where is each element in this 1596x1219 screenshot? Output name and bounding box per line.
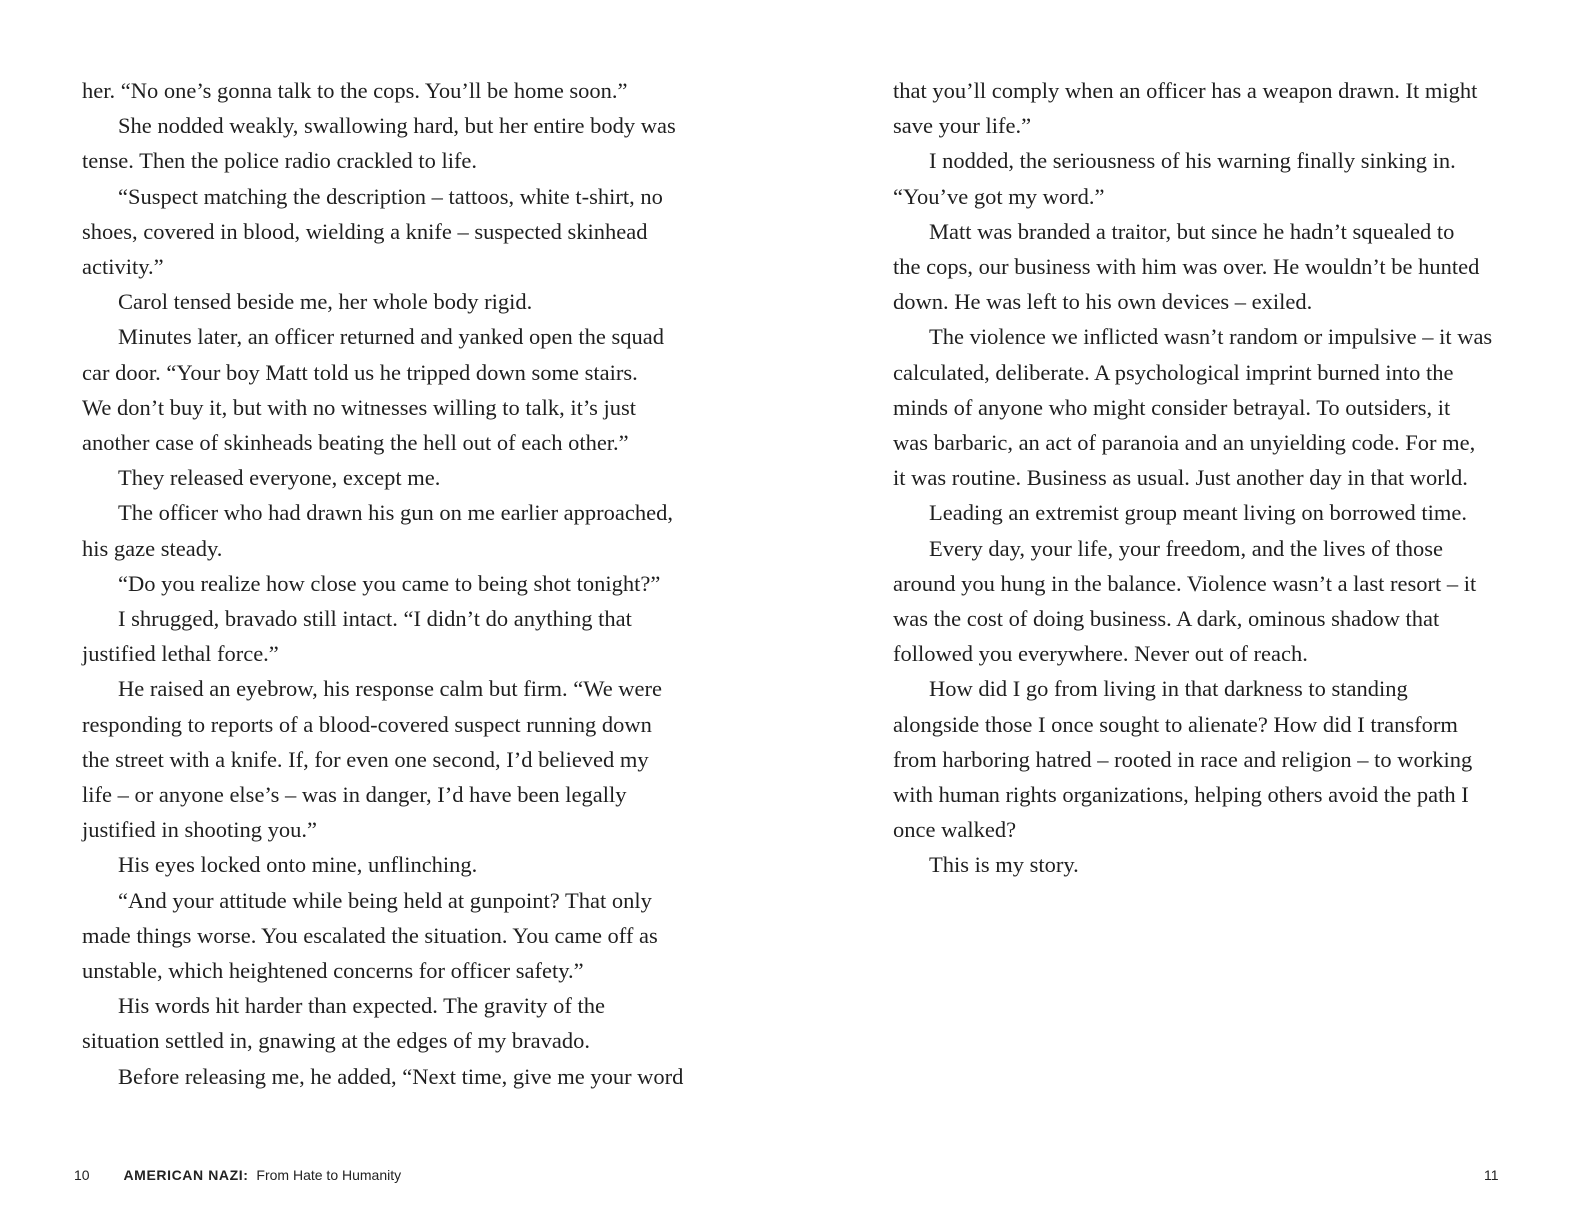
text-line: car door. “Your boy Matt told us he tripped down some stairs. bbox=[82, 359, 638, 385]
page-number: 10 bbox=[74, 1167, 90, 1183]
text-line: was the cost of doing business. A dark, ominous shadow that bbox=[893, 606, 1440, 632]
text-line: responding to reports of a blood-covered suspect running down bbox=[82, 711, 652, 737]
text-line: his gaze steady. bbox=[82, 535, 223, 561]
text-line: This is my story. bbox=[929, 852, 1079, 878]
text-line: The officer who had drawn his gun on me earlier approached, bbox=[118, 500, 673, 526]
right-page-footer bbox=[1484, 1167, 1499, 1183]
text-line: Minutes later, an officer returned and yanked open the squad bbox=[118, 324, 664, 350]
text-line: another case of skinheads beating the hell out of each other.” bbox=[82, 430, 629, 456]
text-line: The violence we inflicted wasn’t random or impulsive – it was bbox=[929, 324, 1493, 350]
text-line: Carol tensed beside me, her whole body rigid. bbox=[118, 289, 533, 315]
text-line: life – or anyone else’s – was in danger, I’d have been legally bbox=[82, 782, 627, 808]
text-line: made things worse. You escalated the situation. You came off as bbox=[82, 922, 658, 948]
text-line: How did I go from living in that darkness to standing bbox=[929, 676, 1408, 702]
page-number: 11 bbox=[1484, 1167, 1499, 1183]
text-line: I nodded, the seriousness of his warning finally sinking in. bbox=[929, 148, 1456, 174]
text-line: Leading an extremist group meant living on borrowed time. bbox=[929, 500, 1467, 526]
text-line: “And your attitude while being held at gunpoint? That only bbox=[118, 887, 652, 913]
left-page-footer bbox=[74, 1167, 401, 1183]
text-line: Before releasing me, he added, “Next time, give me your word bbox=[118, 1063, 684, 1089]
text-line: We don’t buy it, but with no witnesses willing to talk, it’s just bbox=[82, 394, 637, 420]
text-line: with human rights organizations, helping others avoid the path I bbox=[893, 782, 1469, 808]
text-line: from harboring hatred – rooted in race and religion – to working bbox=[893, 746, 1473, 772]
text-line: save your life.” bbox=[893, 113, 1032, 139]
text-line: They released everyone, except me. bbox=[118, 465, 441, 491]
text-line: once walked? bbox=[893, 817, 1017, 843]
text-line: tense. Then the police radio crackled to life. bbox=[82, 148, 478, 174]
text-line: justified lethal force.” bbox=[82, 641, 279, 667]
text-line: was barbaric, an act of paranoia and an unyielding code. For me, bbox=[893, 430, 1476, 456]
text-line: around you hung in the balance. Violence wasn’t a last resort – it bbox=[893, 570, 1477, 596]
text-line: Matt was branded a traitor, but since he hadn’t squealed to bbox=[929, 218, 1455, 244]
right-page-body bbox=[893, 73, 1513, 883]
text-line: I shrugged, bravado still intact. “I didn’t do anything that bbox=[118, 606, 632, 632]
text-line: Every day, your life, your freedom, and the lives of those bbox=[929, 535, 1444, 561]
text-line: calculated, deliberate. A psychological imprint burned into the bbox=[893, 359, 1454, 385]
right-page bbox=[798, 0, 1596, 1219]
text-line: “You’ve got my word.” bbox=[893, 183, 1105, 209]
text-line: it was routine. Business as usual. Just another day in that world. bbox=[893, 465, 1468, 491]
text-line: situation settled in, gnawing at the edges of my bravado. bbox=[82, 1028, 591, 1054]
text-line: His words hit harder than expected. The gravity of the bbox=[118, 993, 605, 1019]
text-line: alongside those I once sought to alienate? How did I transform bbox=[893, 711, 1458, 737]
text-line: unstable, which heightened concerns for officer safety.” bbox=[82, 958, 584, 984]
text-line: the street with a knife. If, for even one second, I’d believed my bbox=[82, 746, 649, 772]
text-line: activity.” bbox=[82, 254, 164, 280]
text-line: His eyes locked onto mine, unflinching. bbox=[118, 852, 478, 878]
running-head-title: AMERICAN NAZI: bbox=[123, 1167, 249, 1183]
text-line: She nodded weakly, swallowing hard, but her entire body was bbox=[118, 113, 676, 139]
text-line: “Suspect matching the description – tattoos, white t-shirt, no bbox=[118, 183, 663, 209]
text-line: shoes, covered in blood, wielding a knife – suspected skinhead bbox=[82, 218, 648, 244]
text-line: minds of anyone who might consider betrayal. To outsiders, it bbox=[893, 394, 1451, 420]
running-head-subtitle: From Hate to Humanity bbox=[256, 1167, 402, 1183]
text-line: her. “No one’s gonna talk to the cops. You’ll be home soon.” bbox=[82, 78, 628, 103]
text-line: down. He was left to his own devices – exiled. bbox=[893, 289, 1313, 315]
text-line: He raised an eyebrow, his response calm but firm. “We were bbox=[118, 676, 663, 702]
text-line: followed you everywhere. Never out of reach. bbox=[893, 641, 1308, 667]
text-line: “Do you realize how close you came to being shot tonight?” bbox=[118, 570, 661, 596]
text-line: that you’ll comply when an officer has a weapon drawn. It might bbox=[893, 78, 1478, 103]
left-page-body bbox=[82, 73, 702, 1094]
text-line: the cops, our business with him was over. He wouldn’t be hunted bbox=[893, 254, 1480, 280]
text-line: justified in shooting you.” bbox=[82, 817, 317, 843]
